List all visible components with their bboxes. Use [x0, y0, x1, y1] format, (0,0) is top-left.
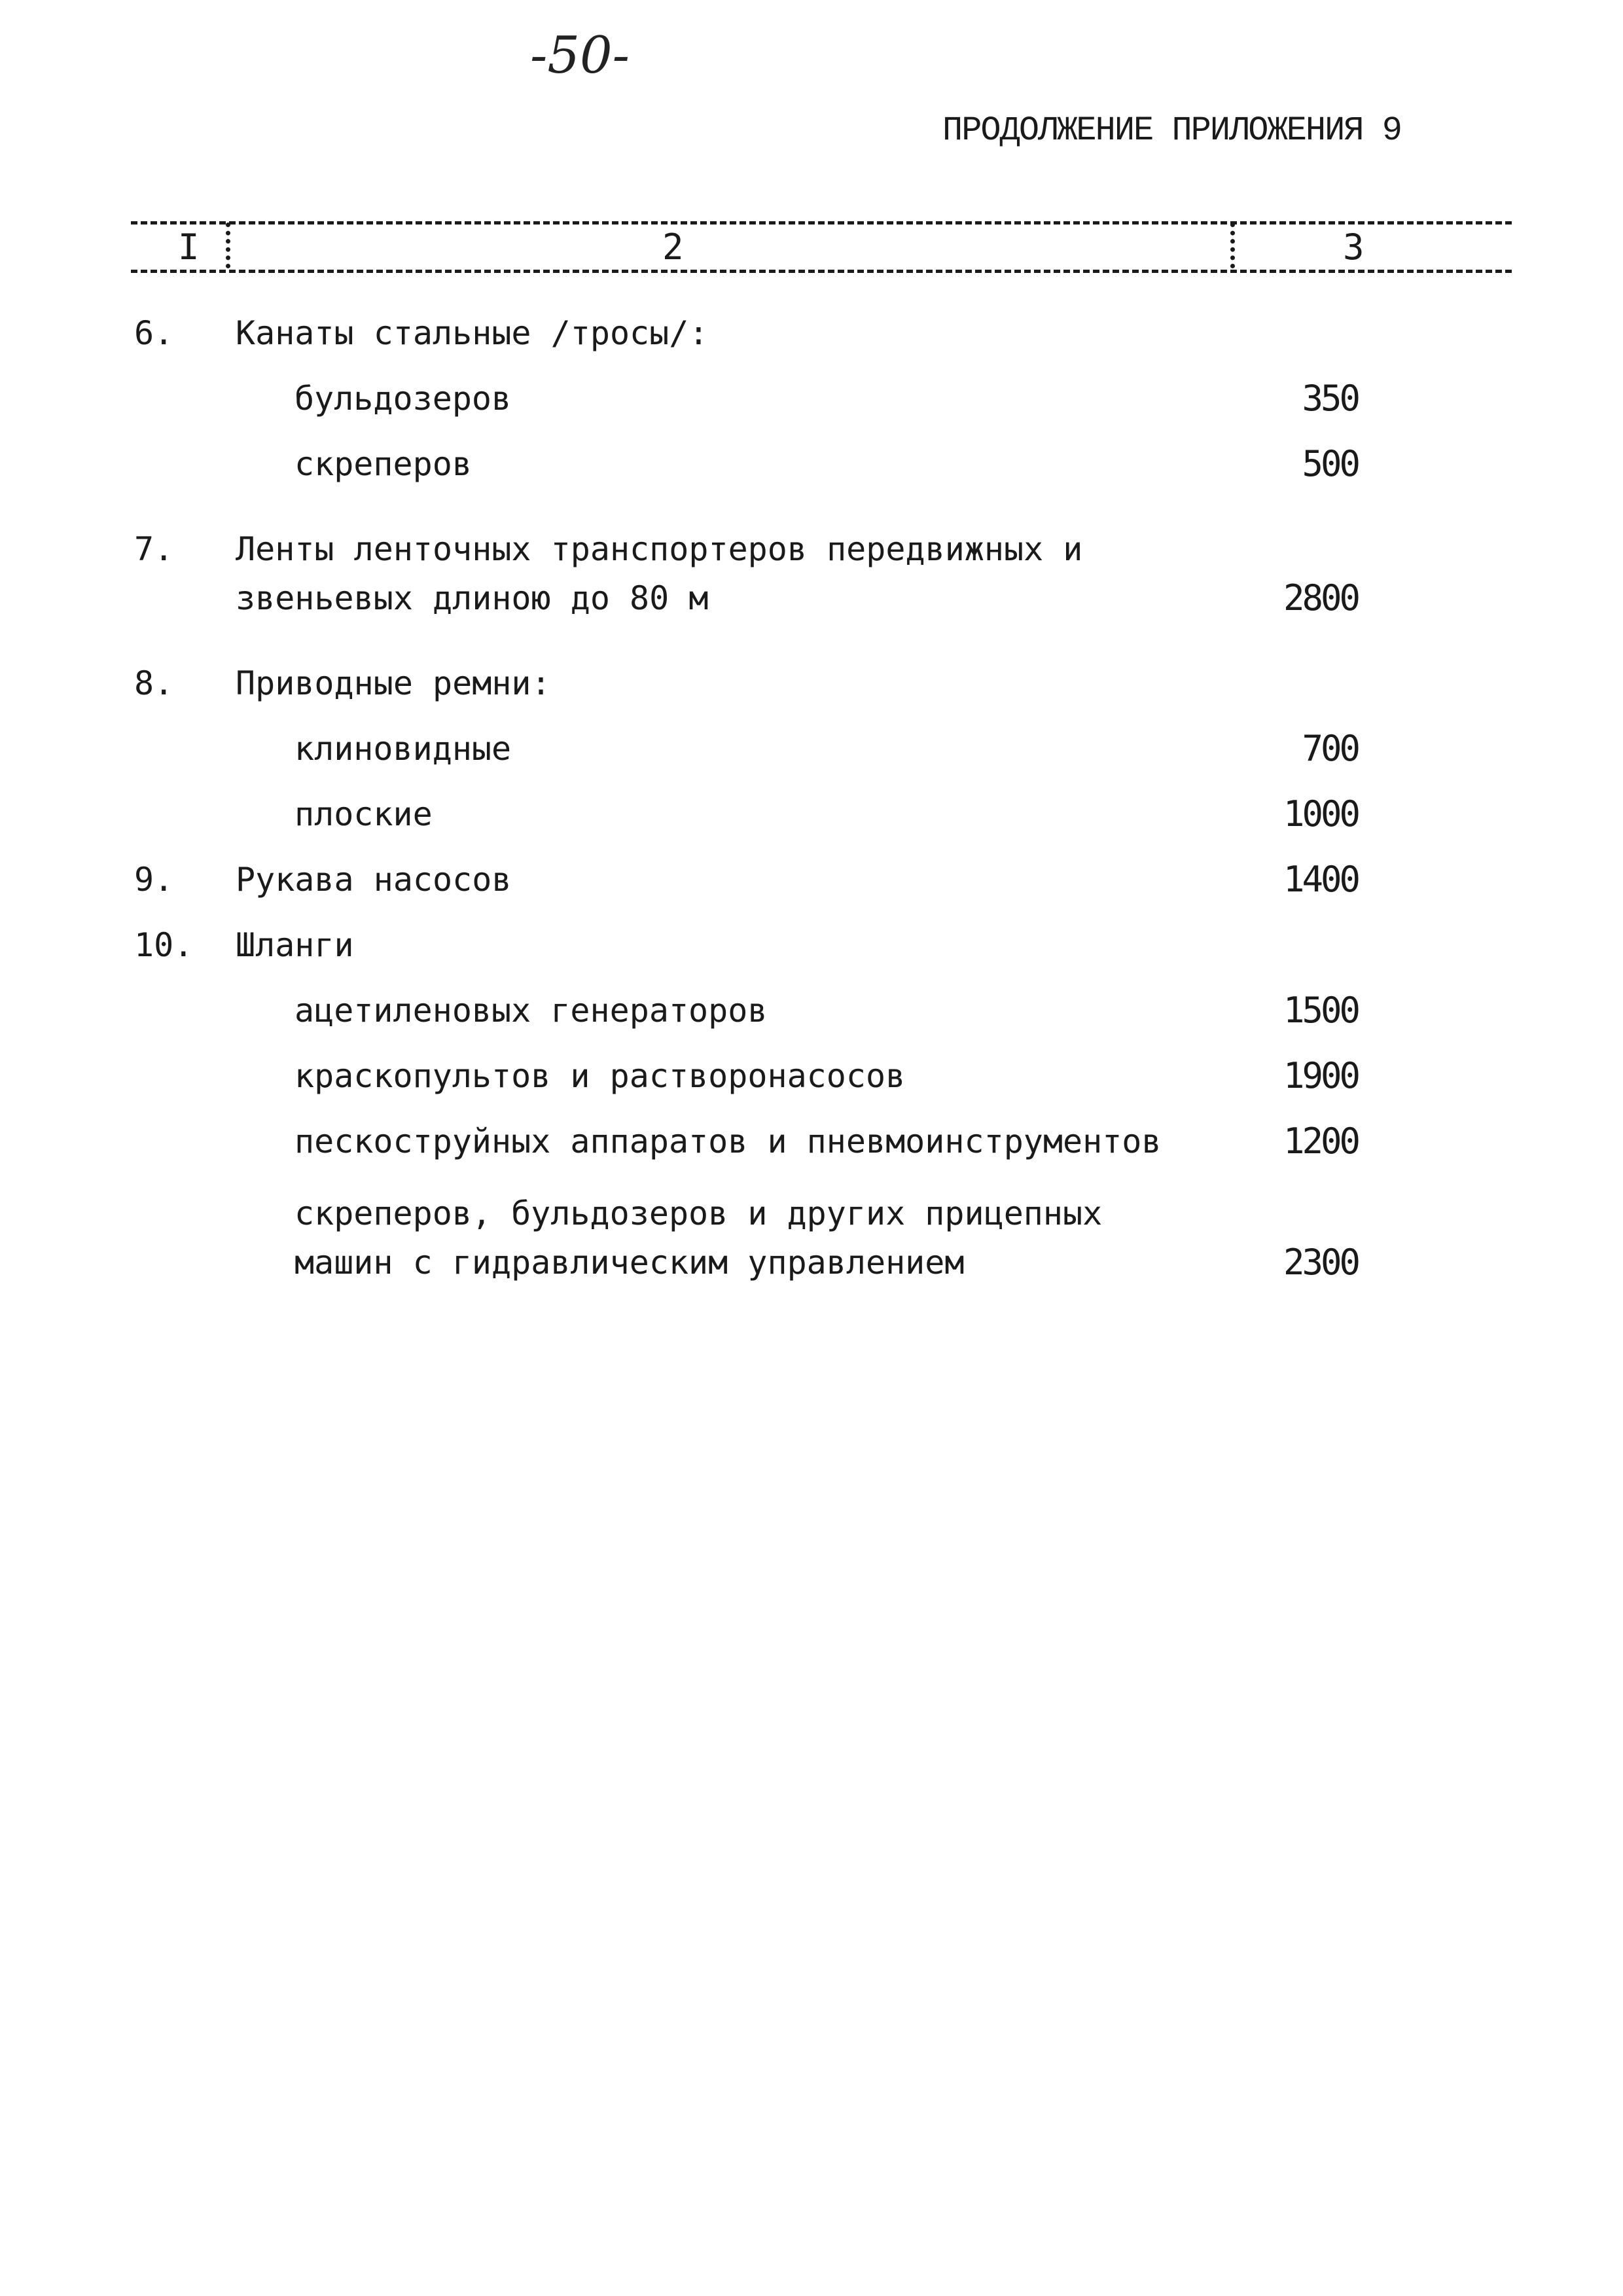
column-number-3: 3	[1343, 226, 1364, 268]
item-subtext: пескоструйных аппаратов и пневмоинструментов	[294, 1122, 1162, 1160]
column-separator	[1230, 223, 1240, 268]
item-value: 1400	[1283, 859, 1358, 900]
item-subtext: плоские	[294, 795, 433, 833]
item-number: 7.	[134, 530, 174, 568]
column-header	[131, 209, 1512, 281]
item-title: Рукава насосов	[236, 861, 512, 899]
item-number: 8.	[134, 664, 174, 702]
item-number: 10.	[134, 926, 194, 964]
item-subtext: клиновидные	[294, 730, 512, 768]
item-title: Ленты ленточных транспортеров передвижных и	[236, 530, 1083, 568]
header-title: ПРОДОЛЖЕНИЕ ПРИЛОЖЕНИЯ 9	[942, 111, 1401, 150]
item-subtext: ацетиленовых генераторов	[294, 992, 768, 1030]
item-title: Шланги	[236, 926, 354, 964]
item-subtext: скреперов, бульдозеров и других прицепных	[294, 1194, 1103, 1232]
item-title: Канаты стальные /тросы/:	[236, 314, 709, 352]
column-number-2: 2	[662, 226, 684, 268]
item-value: 350	[1302, 378, 1358, 419]
item-value: 2800	[1283, 577, 1358, 619]
column-separator	[226, 223, 236, 268]
header-dash-top	[131, 221, 1512, 224]
item-value: 1200	[1283, 1121, 1358, 1162]
item-subtext: краскопультов и растворонасосов	[294, 1057, 906, 1095]
column-number-1: I	[178, 226, 200, 268]
item-subtext-continued: машин с гидравлическим управлением	[294, 1244, 965, 1282]
item-value: 2300	[1283, 1242, 1358, 1283]
item-value: 700	[1302, 728, 1358, 769]
item-subtext: бульдозеров	[294, 380, 512, 418]
item-title: Приводные ремни:	[236, 664, 551, 702]
page-number: -50-	[530, 26, 630, 85]
item-value: 1000	[1283, 793, 1358, 834]
header-dash-bottom	[131, 270, 1512, 273]
item-value: 1900	[1283, 1055, 1358, 1096]
item-number: 9.	[134, 861, 174, 899]
item-number: 6.	[134, 314, 174, 352]
item-value: 500	[1302, 443, 1358, 484]
item-subtext: скреперов	[294, 445, 472, 483]
item-title-continued: звеньевых длиною до 80 м	[236, 579, 709, 617]
item-value: 1500	[1283, 990, 1358, 1031]
